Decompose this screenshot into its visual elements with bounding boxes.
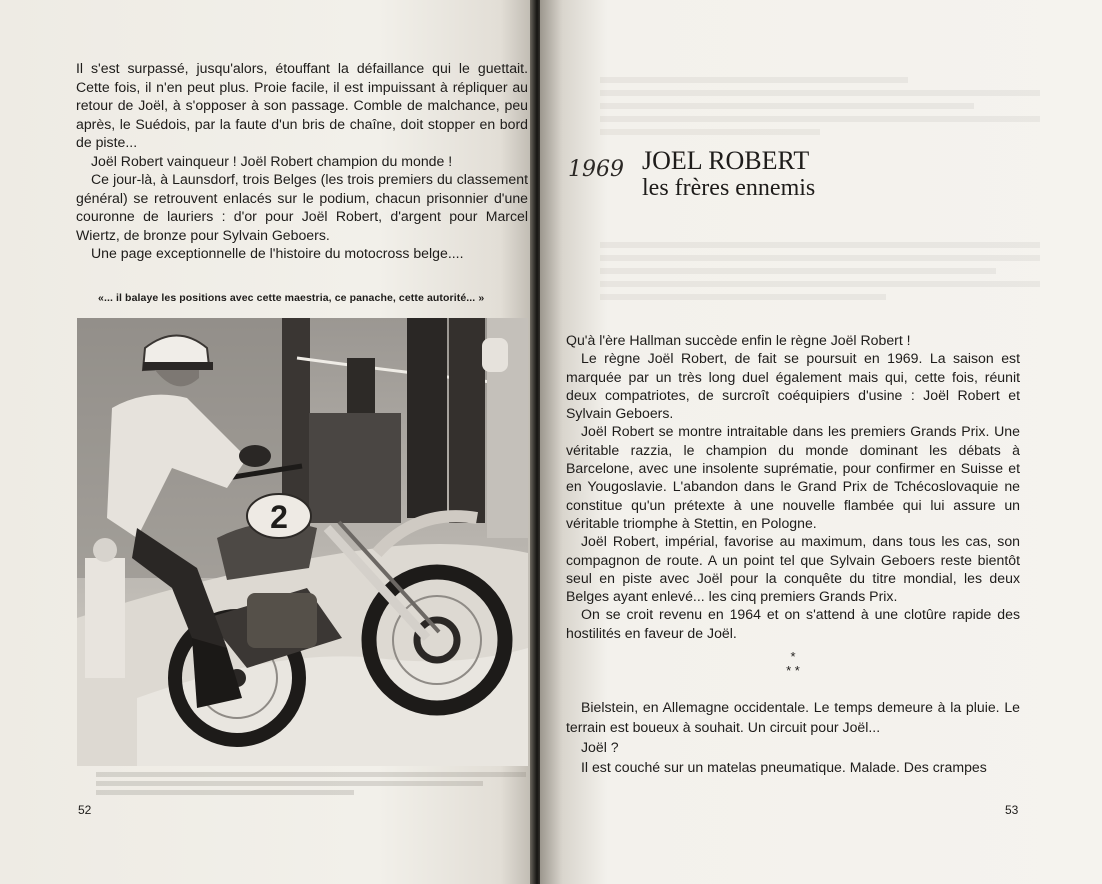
paragraph: Ce jour-là, à Launsdorf, trois Belges (les trois premiers du classement général) se retrouvent enlacés sur le podium, chacun prisonnier d'une couronne de lauriers : d'or pour Joël Robert, d'argent pour Marcel Wiertz, de bronze pour Sylvain Geboers. — [76, 171, 528, 243]
chapter-title: JOEL ROBERT — [642, 146, 810, 175]
photo-caption: «... il balaye les positions avec cette maestria, ce panache, cette autorité... » — [98, 292, 485, 304]
chapter-subtitle: les frères ennemis — [642, 175, 816, 201]
paragraph: Une page exceptionnelle de l'histoire du motocross belge.... — [91, 245, 464, 261]
right-page-text — [566, 331, 1020, 642]
motocross-rider-illustration — [77, 318, 528, 766]
paragraph: On se croit revenu en 1964 et on s'attend à une clotûre rapide des hostilités en faveur de Joël. — [566, 606, 1020, 641]
paragraph: Il s'est surpassé, jusqu'alors, étouffant la défaillance qui le guettait. Cette fois, il n'en peut plus. Proie facile, il est impuissant à répliquer au retour de Joël, à s'opposer à son passage. Comble de malchance, peu après, le Suédois, par la faute d'un bris de chaîne, doit stopper en bord de piste... — [76, 60, 528, 150]
paragraph: Joël Robert, impérial, favorise au maximum, dans tous les cas, son compagnon de route. A un point tel que Sylvain Geboers reste bientôt seul en piste avec Joël pour la conquête du titre mondial, les deux Belges ayant enlevé... les cinq premiers Grands Prix. — [566, 533, 1020, 605]
show-through-text — [600, 70, 1040, 142]
chapter-year: 1969 — [568, 157, 624, 182]
paragraph: Qu'à l'ère Hallman succède enfin le règne Joël Robert ! — [566, 332, 911, 348]
paragraph: Bielstein, en Allemagne occidentale. Le temps demeure à la pluie. Le terrain est boueux à souhait. Un circuit pour Joël... — [566, 699, 1020, 735]
race-number: 2 — [270, 499, 288, 535]
show-through-text — [600, 235, 1040, 307]
page-number: 53 — [1005, 803, 1019, 817]
paragraph: Joël Robert se montre intraitable dans les premiers Grands Prix. Une véritable razzia, le champion du monde dominant les débats à Barcelone, avec une insolente suprématie, pour confirmer en Suisse et en Yougoslavie. L'abandon dans le Grand Prix de Tchécoslovaquie ne constitue qu'un prétexte à une nouvelle flambée qui lui assure un véritable triomphe à Stettin, en Pologne. — [566, 423, 1020, 531]
paragraph: Le règne Joël Robert, de fait se poursuit en 1969. La saison est marquée par un très long duel également mais qui, cette fois, réunit deux compatriotes, de surcroît coéquipiers d'usine : Joël Robert et Sylvain Geboers. — [566, 350, 1020, 422]
left-page — [0, 0, 538, 884]
motocross-photo — [77, 318, 528, 766]
right-page — [540, 0, 1102, 884]
show-through-text — [96, 768, 526, 804]
page-number: 52 — [78, 803, 92, 817]
left-page-text — [76, 59, 528, 263]
paragraph: Il est couché sur un matelas pneumatique. Malade. Des crampes — [581, 759, 987, 775]
paragraph: Joël ? — [581, 739, 619, 755]
paragraph: Joël Robert vainqueur ! Joël Robert champion du monde ! — [91, 152, 453, 169]
separator-stars: * * — [786, 663, 800, 678]
right-page-text-continued — [566, 697, 1020, 777]
separator-star: * — [790, 649, 796, 664]
section-separator — [566, 650, 1020, 678]
